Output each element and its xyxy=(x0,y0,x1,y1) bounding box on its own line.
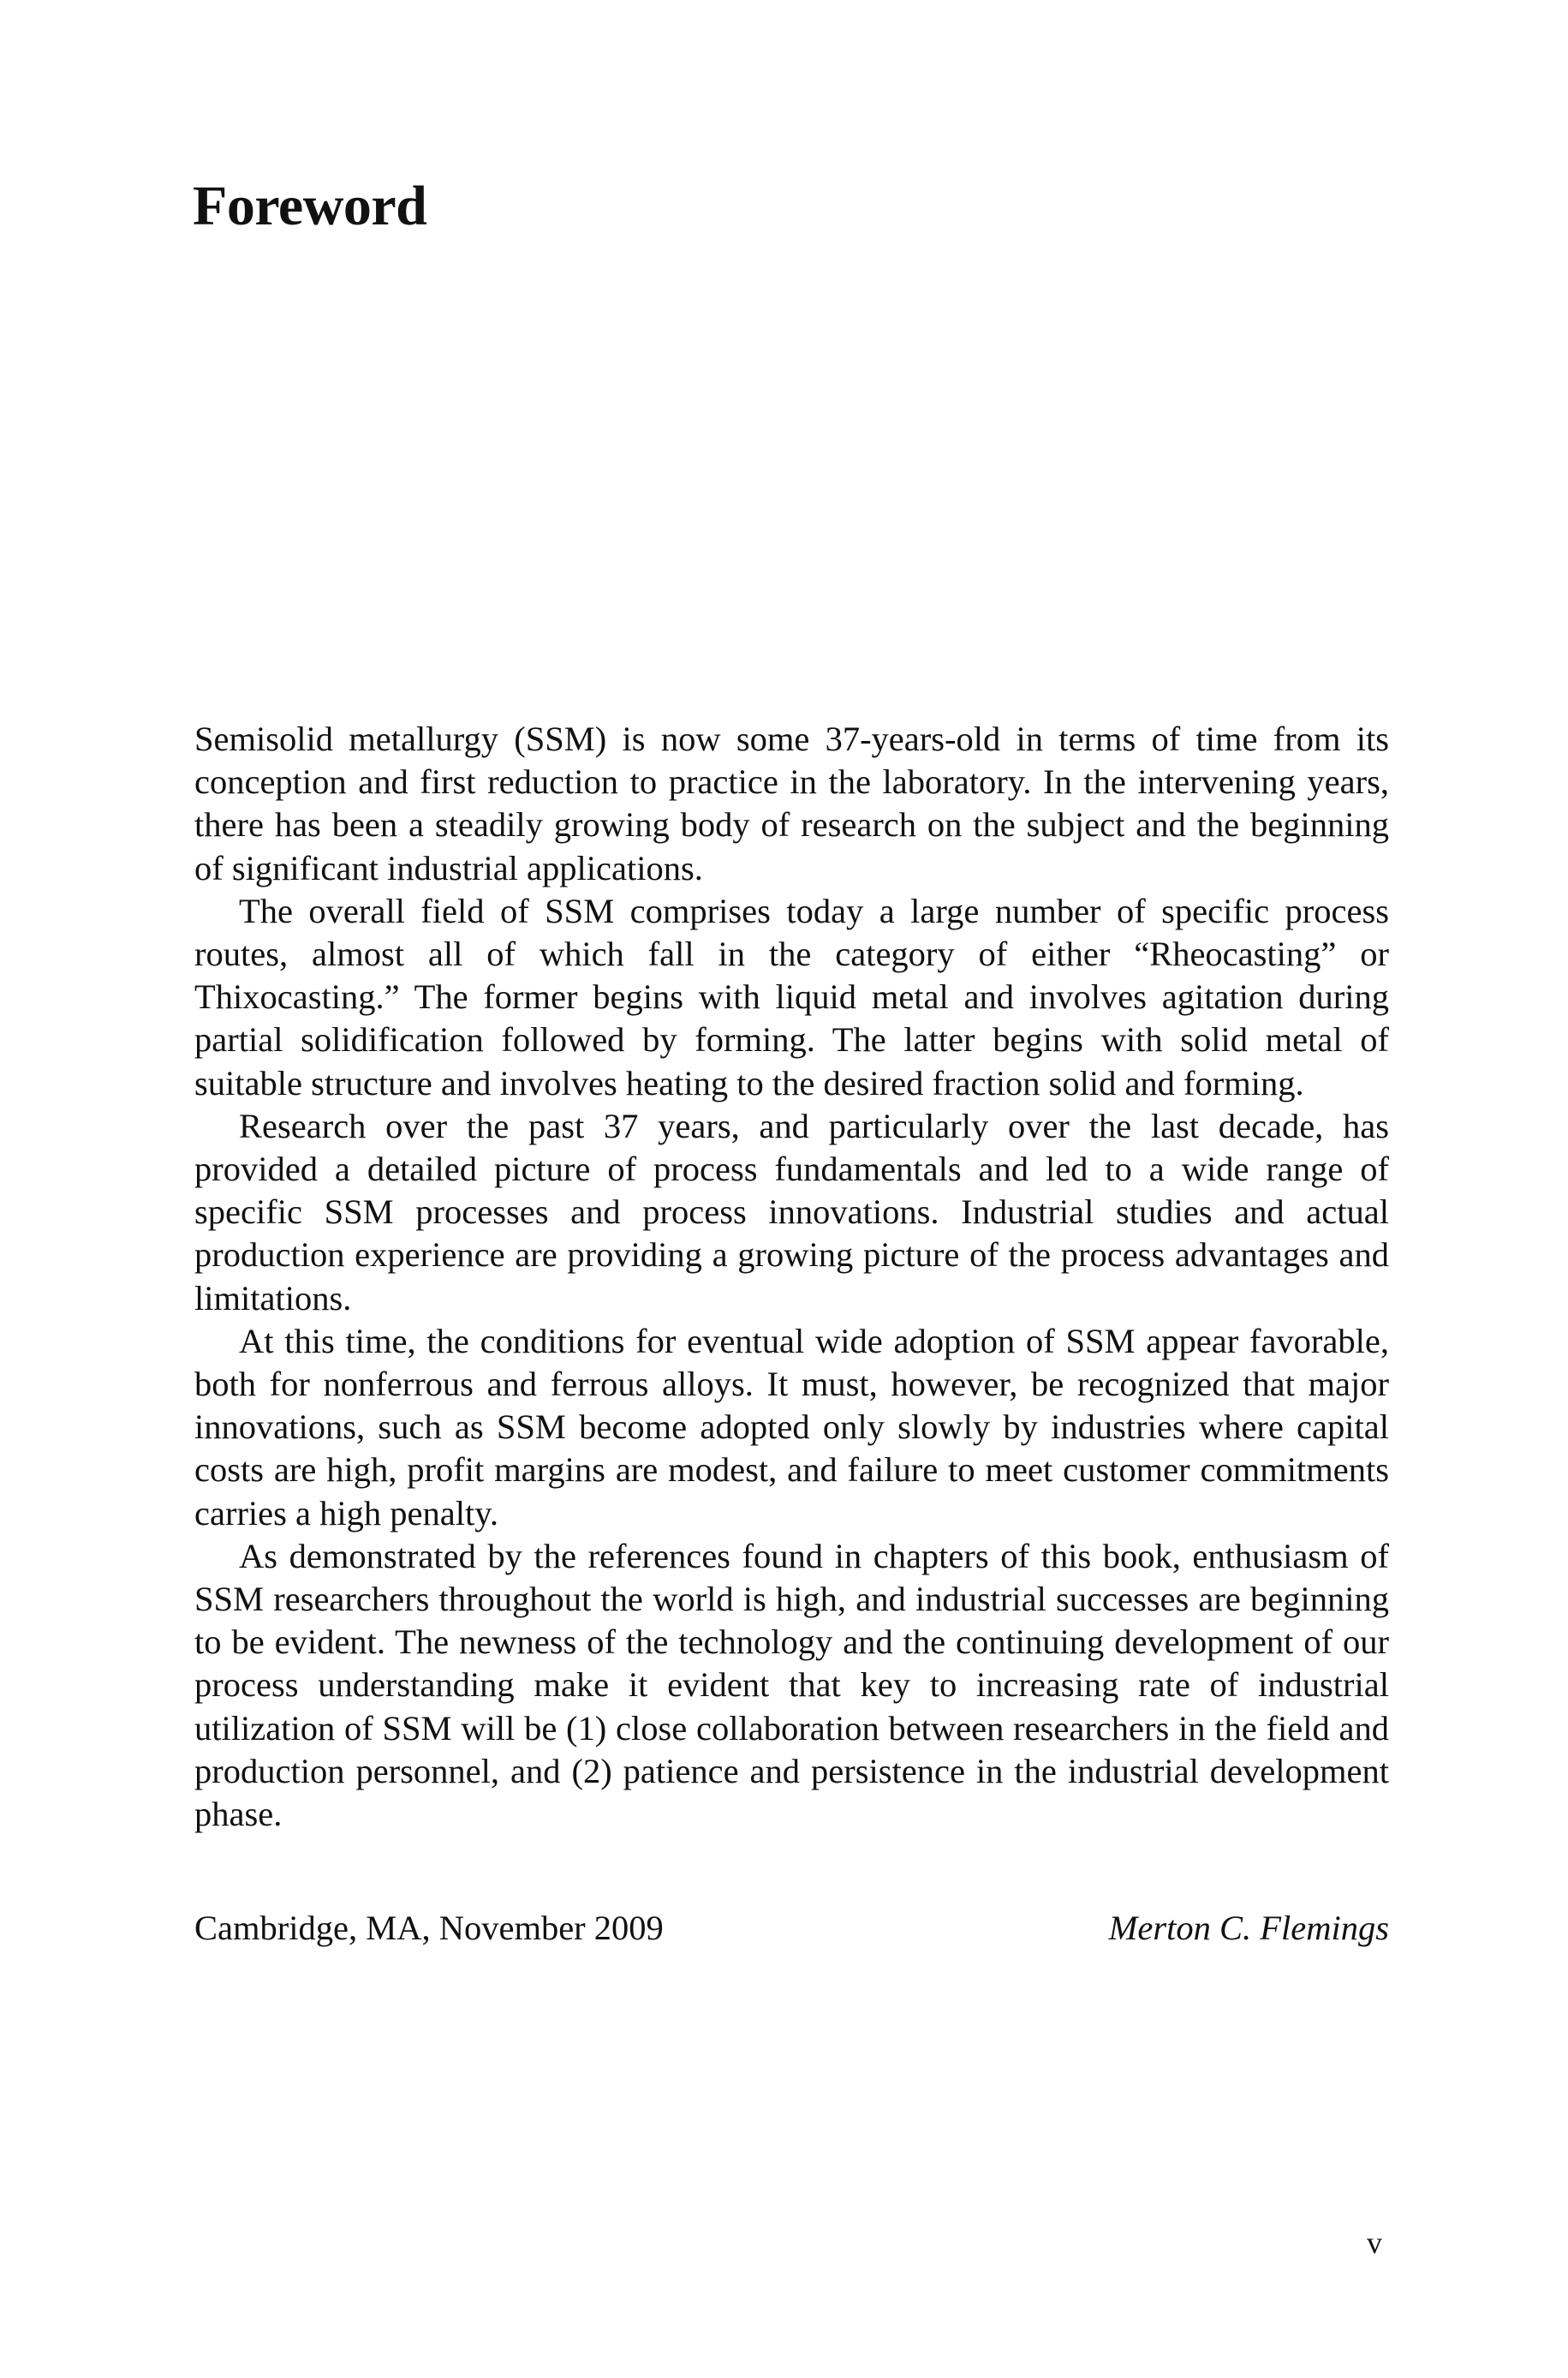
foreword-body xyxy=(194,718,1389,1836)
paragraph-1: Semisolid metallurgy (SSM) is now some 37-years-old in terms of time from its conception and first reduction to practice in the laboratory. In the intervening years, there has been a steadily growing body of research on the subject and the beginning of significant industrial applications. xyxy=(194,720,1389,887)
page-number: v xyxy=(1367,2226,1382,2260)
paragraph-5: As demonstrated by the references found in chapters of this book, enthusiasm of SSM researchers throughout the world is high, and industrial successes are beginning to be evident. The newness of the technology and the continuing development of our process understanding make it evident that key to increasing rate of industrial utilization of SSM will be (1) close collaboration between researchers in the field and production personnel, and (2) patience and persistence in the industrial development phase. xyxy=(194,1536,1389,1834)
author-name: Merton C. Flemings xyxy=(1108,1909,1389,1947)
page-title: Foreword xyxy=(193,175,427,237)
paragraph-2: The overall field of SSM comprises today a large number of specific process routes, almost all of which fall in the category of either “Rheocasting” or Thixocasting.” The former begins with liquid metal and involves agitation during partial solidification followed by forming. The latter begins with solid metal of suitable structure and involves heating to the desired fraction solid and forming. xyxy=(194,891,1389,1102)
paragraph-4: At this time, the conditions for eventual wide adoption of SSM appear favorable, both for nonferrous and ferrous alloys. It must, however, be recognized that major innovations, such as SSM become adopted only slowly by industries where capital costs are high, profit margins are modest, and failure to meet customer commitments carries a high penalty. xyxy=(194,1321,1389,1533)
place-date: Cambridge, MA, November 2009 xyxy=(194,1909,664,1947)
paragraph-3: Research over the past 37 years, and particularly over the last decade, has provided a detailed picture of process fundamentals and led to a wide range of specific SSM processes and process innovations. Industrial studies and actual production experience are providing a growing picture of the process advantages and limitations. xyxy=(194,1106,1389,1317)
